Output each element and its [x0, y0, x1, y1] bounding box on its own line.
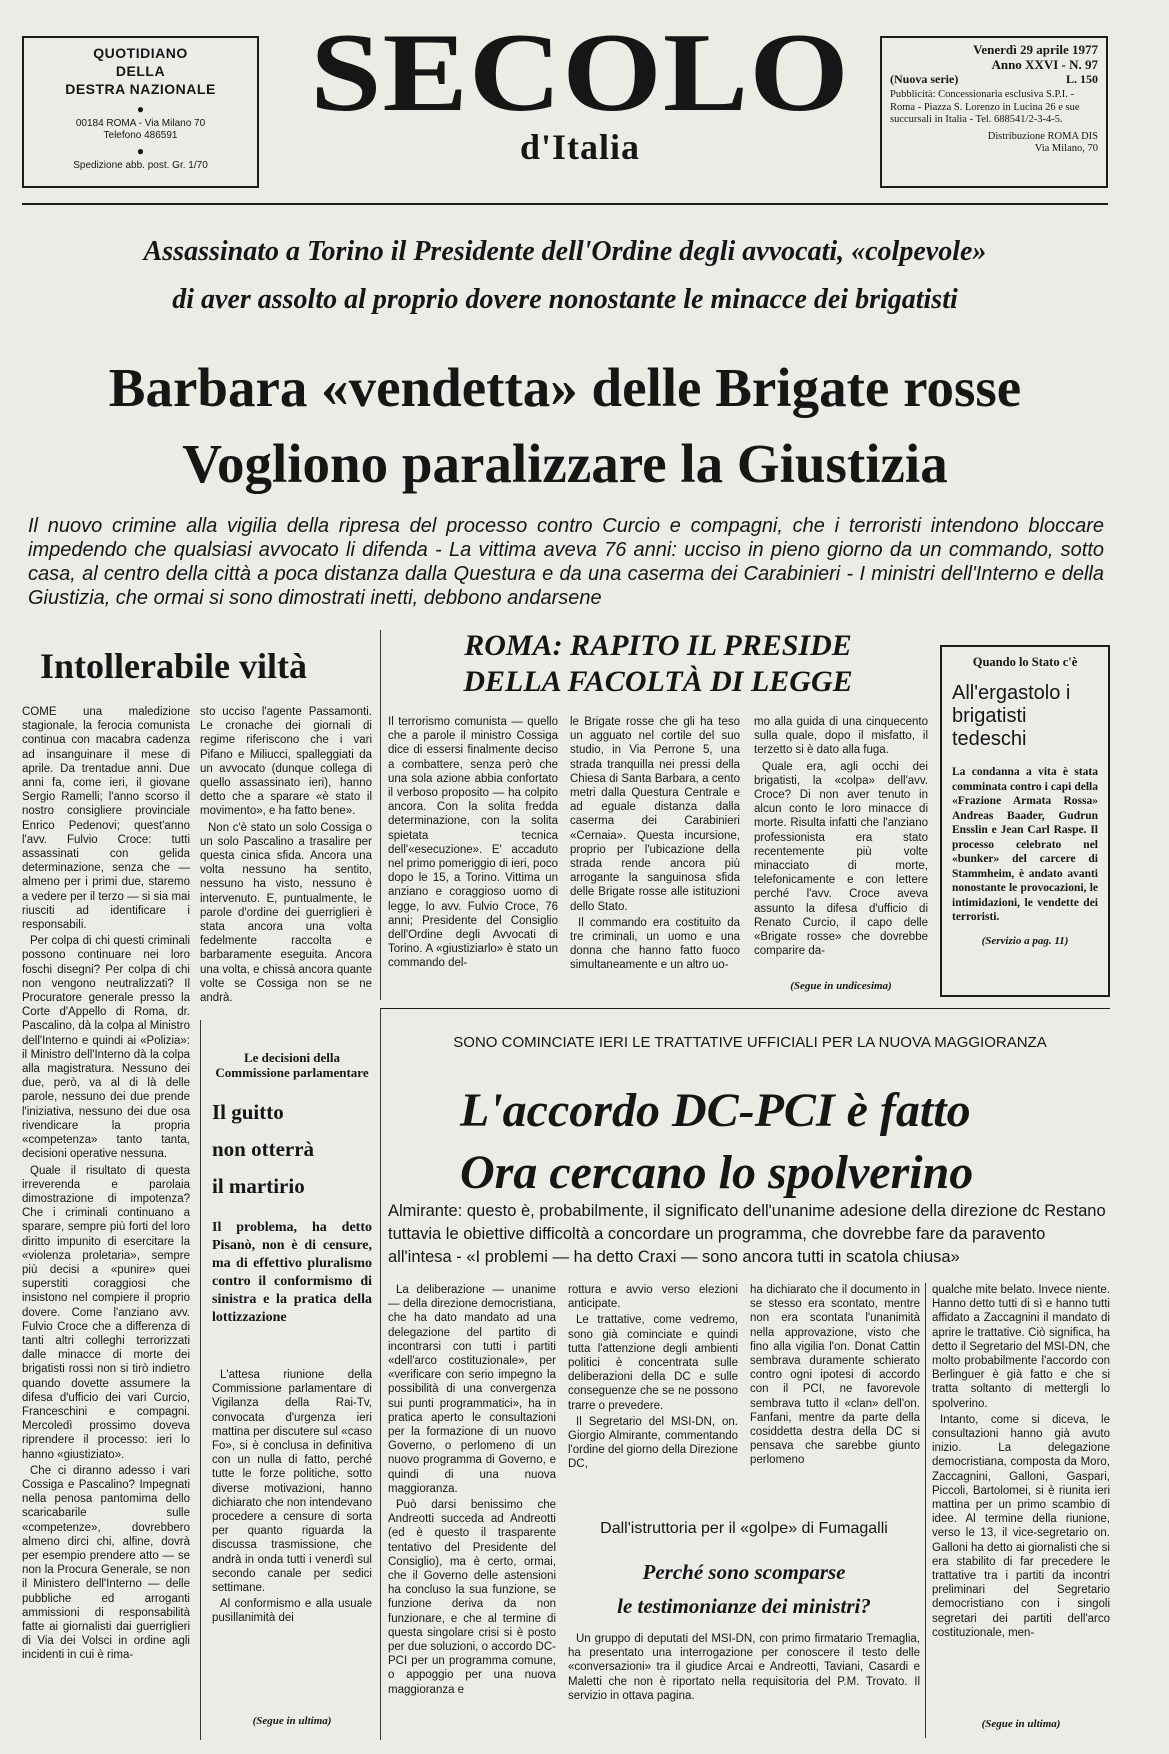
roma-follow: (Segue in undicesima) — [790, 980, 892, 992]
roma-column-1 — [388, 715, 558, 1005]
roma-headline-line2: DELLA FACOLTÀ DI LEGGE — [463, 665, 853, 698]
column-divider — [925, 1283, 926, 1738]
dc-pci-column-1 — [388, 1283, 556, 1723]
series-price-row — [890, 72, 1098, 87]
dc-pci-paragraph: Le trattative, come vedremo, sono già cominciate e quindi tutta l'attenzione degli ambienti politici è concentrata sulle deliberazioni della DC e sulle conseguenze che se ne possono trarre o prevedere. — [568, 1314, 738, 1412]
dc-pci-kicker: SONO COMINCIATE IERI LE TRATTATIVE UFFICIALI PER LA NUOVA MAGGIORANZA — [453, 1034, 1047, 1051]
masthead-della: DELLA — [115, 63, 166, 79]
roma-paragraph: Quale era, agli occhi dei brigatisti, la «colpa» dell'avv. Croce? Di non aver tenuto in alcun conto le loro minacce di morte. Risulta infatti che l'anziano professionista era stato recentemente più volte minacciato di morte, telefonicamente e con lettere perché l'avv. Croce aveva assunto la difesa d'ufficio di Renato Curcio, il capo delle «Brigate rosse» che dovrebbe comparire da- — [754, 760, 928, 958]
stato-body: La condanna a vita è stata comminata contro i capi della «Frazione Armata Rossa» Andreas Baader, Gudrun Ensslin e Jean Carl Raspe. Il processo celebrato nel «bunker» del carcere di Stammheim, è andato avanti nonostante le provocazioni, le intimidazioni, le vendette dei terroristi. — [952, 766, 1098, 923]
lead-headline-line1: Barbara «vendetta» delle Brigate rosse — [108, 357, 1022, 418]
golpe-body — [568, 1632, 920, 1737]
distribution-address: Via Milano, 70 — [1034, 143, 1098, 154]
bullet-dot-icon: ● — [136, 102, 145, 116]
dc-pci-headline-line2: Ora cercano lo spolverino — [460, 1146, 974, 1199]
dc-pci-column-3 — [750, 1283, 920, 1493]
editorial-paragraph: sto ucciso l'agente Passamonti. Le cronache dei giornali di regime riferiscono che i vari Pifano e Miliucci, spalleggiati da un avvocato (dunque collega di quello assassinato ieri), hanno detto che a sparare «è stato il movimento», e ha fatto bene». — [200, 706, 372, 818]
logo-subtitle: d'Italia — [519, 127, 641, 167]
bullet-dot-icon: ● — [136, 144, 145, 158]
commissione-title — [212, 1094, 372, 1205]
stato-kicker: Quando lo Stato c'è — [972, 655, 1078, 669]
column-divider — [380, 1008, 381, 1740]
masthead-divider — [22, 203, 1108, 205]
editorial-paragraph: Per colpa di chi questi criminali possono continuare nei loro foschi disegni? Per colpa di chi non vengono neutralizzati? Il Procuratore generale presso la Corte d'Appello di Roma, dr. Pascalino, dà la colpa al Ministro dell'Interno e quindi ai «Polizia»: il Ministro dell'Interno dà la colpa alla magistratura. Nessuno dei due, però, va al di là delle parole, nessuno dei due prende l'iniziativa, nessuno dei due osa rivendicare la propria «competenza» tanto tanta, decisioni operative nessuna. — [22, 935, 190, 1161]
roma-paragraph: Il commando era costituito da tre criminali, un uomo e una donna che hanno fatto fuoco simultaneamente e un altro uo- — [570, 916, 740, 972]
golpe-headline — [568, 1555, 920, 1623]
advertising-info: Pubblicità: Concessionaria esclusiva S.P.I. - Roma - Piazza S. Lorenzo in Lucina 26 e sue succursali in Italia - Tel. 688541/2-3-4-5. — [890, 89, 1080, 125]
price-label: L. 150 — [1065, 72, 1098, 86]
dc-pci-paragraph: Il Segretario del MSI-DN, on. Giorgio Almirante, commentando l'ordine del giorno della Direzione DC, — [568, 1415, 738, 1471]
commissione-kicker: Le decisioni della Commissione parlamentare — [215, 1050, 369, 1080]
masthead-address: 00184 ROMA - Via Milano 70 — [75, 118, 206, 129]
commissione-paragraph: Al conformismo e alla usuale pusillanimità dei — [212, 1598, 372, 1625]
commissione-intro: Il problema, ha detto Pisanò, non è di censure, ma di effettivo pluralismo contro il conformismo di sinistra e la pratica della lottizzazione — [212, 1220, 372, 1325]
commissione-follow: (Segue in ultima) — [252, 1715, 332, 1727]
dc-pci-paragraph: rottura e avvio verso elezioni anticipate. — [568, 1284, 738, 1311]
commissione-paragraph: L'attesa riunione della Commissione parlamentare di Vigilanza della Rai-Tv, convocata d'urgenza ieri mattina per discutere sul «caso Fo», si è conclusa in definitiva con un nulla di fatto, perché tutte le forze politiche, sotto diverse motivazioni, hanno dichiarato che non intendevano procedere a censure di sorta per quanto riguarda la discussa trasmissione, che andrà in onda tutti i venerdì sul secondo canale per sedici settimane. — [212, 1369, 372, 1595]
column-divider — [200, 1020, 201, 1740]
lead-kicker-line1: Assassinato a Torino il Presidente dell'Ordine degli avvocati, «colpevole» — [143, 236, 987, 267]
roma-column-2 — [570, 715, 740, 1005]
dc-pci-headline-line1: L'accordo DC-PCI è fatto — [460, 1084, 971, 1137]
dc-pci-paragraph: qualche mite belato. Invece niente. Hanno detto tutti di sì e hanno tutti affidato a Zaccagnini il mandato di aprire le trattative. Ciò significa, ha detto il Segretario del MSI-DN, che molto probabilmente l'accordo con Berlinguer è già fatto e che si tratta soltanto di mettergli lo spolverino. — [932, 1284, 1110, 1410]
stato-follow: (Servizio a pag. 11) — [981, 934, 1069, 947]
masthead-left-box — [22, 36, 259, 188]
dc-pci-column-4 — [932, 1283, 1110, 1713]
roma-headline — [388, 628, 928, 700]
lead-summary: Il nuovo crimine alla vigilia della ripresa del processo contro Curcio e compagni, che i terroristi intendono bloccare impedendo che qualsiasi avvocato li difenda - La vittima aveva 76 anni: ucciso in pieno giorno da un commando, sotto casa, al centro della città a poca distanza dalla Questura e da una caserma dei Carabinieri - I ministri dell'Interno e della Giustizia, che ormai si sono dimostrati inetti, debbono andarsene — [28, 515, 1104, 609]
editorial-column-1 — [22, 705, 190, 1740]
column-divider — [380, 630, 381, 1000]
stato-box — [940, 645, 1110, 997]
dc-pci-paragraph: La deliberazione — unanime — della direzione democristiana, che ha dato mandato ad una delegazione del partito di incontrarsi con tutti i partiti «dell'arco costituzionale», per «verificare con serio impegno la possibilità di una convergenza sui punti programmatici», ha in pratica aperto le consultazioni per la formazione di un nuovo Governo, o perlomeno di un nuovo programma di Governo, e quindi di una nuova maggioranza. — [388, 1284, 556, 1495]
golpe-kicker: Dall'istruttoria per il «golpe» di Fumagalli — [600, 1520, 888, 1537]
stato-title: All'ergastolo i brigatisti tedeschi — [952, 682, 1071, 750]
issue-date: Venerdì 29 aprile 1977 — [973, 42, 1098, 57]
commissione-title-line3: il martirio — [212, 1174, 305, 1198]
dc-pci-column-2 — [568, 1283, 738, 1493]
dc-pci-summary: Almirante: questo è, probabilmente, il significato dell'unanime adesione della direzione dc Restano tuttavia le obiettive difficoltà a concordare un programma, che dovrebbe fare da paravento all'intesa - «I problemi — ha detto Craxi — sono ancora tutti in scatola chiusa» — [388, 1202, 1106, 1266]
commissione-title-line2: non otterrà — [212, 1137, 315, 1161]
editorial-title: Intollerabile viltà — [40, 646, 307, 686]
golpe-headline-line1: Perché sono scomparse — [642, 1560, 846, 1584]
commissione-box — [212, 1050, 372, 1327]
roma-paragraph: Il terrorismo comunista — quello che a parole il ministro Cossiga dice di essersi finalmente deciso a combattere, senza però che una sola azione abbia confortato il verboso proposito — ha colpito ancora. Con la solita fredda determinazione, con la solita spietata tecnica dell'«esecuzione». E' accaduto nel primo pomeriggio di ieri, poco dopo le 15, a Torino. Vittima un anziano e coraggioso uomo di legge, lo avv. Fulvio Croce, 76 anni; Presidente del Consiglio dell'Ordine degli Avvocati di Torino. A «giustiziarlo» è stato un commando del- — [388, 716, 558, 970]
masthead-spedizione: Spedizione abb. post. Gr. 1/70 — [73, 160, 208, 171]
roma-column-3 — [754, 715, 928, 977]
issue-number: Anno XXVI - N. 97 — [991, 57, 1098, 72]
newspaper-logo — [300, 9, 860, 168]
commissione-column — [212, 1368, 372, 1678]
editorial-paragraph: Che ci diranno adesso i vari Cossiga e Pascalino? Impegnati nella penosa pantomima dello scaricabarile sulle «competenze», dovrebbero almeno dirci chi, alfine, dovrà per esempio prendere atto — se non la Procura Generale, se non il Ministero dell'Interno — delle pubbliche ed arroganti ammissioni di responsabilità fatte ai giornalisti dai guerriglieri di Via dei Volsci in ordine agli incidenti in cui è rima- — [22, 1464, 190, 1662]
section-divider — [380, 1008, 1110, 1009]
editorial-paragraph: Quale il risultato di questa irreverenda e parolaia dimostrazione di impotenza? Che i criminali continuano a sparare, sempre più forti del loro diritto impunito di esercitare la «violenza proletaria», sempre più decisi a «punire» quei superstiti coraggiosi che insistono nel compiere il proprio dovere. Come l'anziano avv. Fulvio Croce che a differenza di tanti altri colleghi terrorizzati dalle minacce di morte dei brigatisti rossi non si tirò indietro quando dovette assumere la difesa d'ufficio dei vari Curcio, Franceschini e compagni. Mercoledì prossimo doveva riprendere il processo: ieri lo hanno «giustiziato». — [22, 1164, 190, 1461]
roma-headline-line1: ROMA: RAPITO IL PRESIDE — [464, 629, 852, 662]
roma-paragraph: mo alla guida di una cinquecento sulla quale, dopo il misfatto, il terzetto si è dato alla fuga. — [754, 716, 928, 757]
dc-pci-follow: (Segue in ultima) — [981, 1718, 1061, 1730]
commissione-title-line1: Il guitto — [212, 1100, 284, 1124]
dc-pci-headline — [460, 1080, 1100, 1204]
dc-pci-paragraph: Intanto, come si diceva, le consultazioni hanno già avuto inizio. La delegazione democristiana, composta da Moro, Zaccagnini, Galloni, Gaspari, Piccoli, Bartolomei, si è riunita ieri mattina per un primo scambio di idee. Al termine della riunione, verso le 13, il vice-segretario on. Galloni ha detto ai giornalisti che si era stabilito di far precedere le trattative tra i partiti da incontri preliminari del Segretario democristiano con i singoli segretari dei partiti dell'arco costituzionale, men- — [932, 1413, 1110, 1639]
masthead-destra-nazionale: DESTRA NAZIONALE — [65, 81, 216, 97]
masthead-quotidiano: QUOTIDIANO — [93, 45, 188, 61]
masthead-right-box — [880, 36, 1108, 188]
lead-headline-line2: Vogliono paralizzare la Giustizia — [182, 433, 948, 494]
editorial-paragraph: COME una maledizione stagionale, la ferocia comunista continua con macabra cadenza ad insanguinare il mese di aprile. Da trentadue anni. Due anni fa, come ieri, il giovane Sergio Ramelli; l'anno scorso il nostro consigliere provinciale Enrico Pedenovi; quest'anno l'avv. Fulvio Croce: tutti assassinati con gelida determinazione, senza che — almeno per i primi due, staremo a vedere per il terzo — si sia mai riusciti ad identificare i responsabili. — [22, 706, 190, 932]
distribution-info: Distribuzione ROMA DIS — [987, 130, 1098, 142]
logo-title: SECOLO — [310, 9, 850, 135]
editorial-paragraph: Non c'è stato un solo Cossiga o un solo Pascalino a trasalire per questa cinica sfida. Ancora una volta nessuno ha sentito, nessuno ha visto, nessuno è intervenuto. E, puntualmente, le parole d'ordine dei guerriglieri è stata ancora una volta fedelmente raccolta e barbaramente eseguita. Ancora una volta, e chissà ancora quante volte se Cossiga non se ne andrà. — [200, 821, 372, 1005]
masthead-phone: Telefono 486591 — [103, 130, 178, 141]
dc-pci-paragraph: ha dichiarato che il documento in se stesso era scontato, mentre non era scontata l'unanimità nella approvazione, visto che fino alla vigilia l'on. Donat Cattin sembrava duramente schierato contro ogni ipotesi di accordo con il PCI, ne favorevole sembrava tutto il «clan» dell'on. Fanfani, mentre da parte della cosiddetta destra della DC si pensava che sarebbe giunto perlomeno — [750, 1284, 920, 1467]
roma-paragraph: le Brigate rosse che gli ha teso un agguato nel cortile del suo studio, in Via Perrone 5, una strada tranquilla nei pressi della Chiesa di Santa Barbara, a cento metri dalla Questura Centrale e ad eguale distanza dalla caserma dei Carabinieri «Cernaia». Questa incursione, proprio per l'ubicazione della strada rende ancora più arrogante la sanguinosa sfida delle Brigate rosse alle istituzioni dello Stato. — [570, 716, 740, 913]
golpe-paragraph: Un gruppo di deputati del MSI-DN, con primo firmatario Tremaglia, ha presentato una interrogazione per conoscere il testo delle «conversazioni» tra il giudice Arcai e Andreotti, Taviani, Casardi e Maletti che non è riportato nella requisitoria del P.M. Trovato. Il servizio in ottava pagina. — [568, 1633, 920, 1702]
lead-kicker-line2: di aver assolto al proprio dovere nonostante le minacce dei brigatisti — [172, 284, 958, 315]
golpe-headline-line2: le testimonianze dei ministri? — [617, 1594, 871, 1618]
dc-pci-paragraph: Può darsi benissimo che Andreotti succeda ad Andreotti (ed è questo il trasparente tentativo del Presidente del Consiglio), ma è certo, ormai, che il Governo delle astensioni ha concluso la sua funzione, se funzione deriva da non funzionare, e che al termine di questa singolare crisi si è posto per due soluzioni, o accordo DC-PCI per un programma comune, o appoggio per una nuova maggioranza e — [388, 1499, 556, 1696]
editorial-column-2 — [200, 705, 372, 1005]
series-label: (Nuova serie) — [890, 72, 959, 86]
